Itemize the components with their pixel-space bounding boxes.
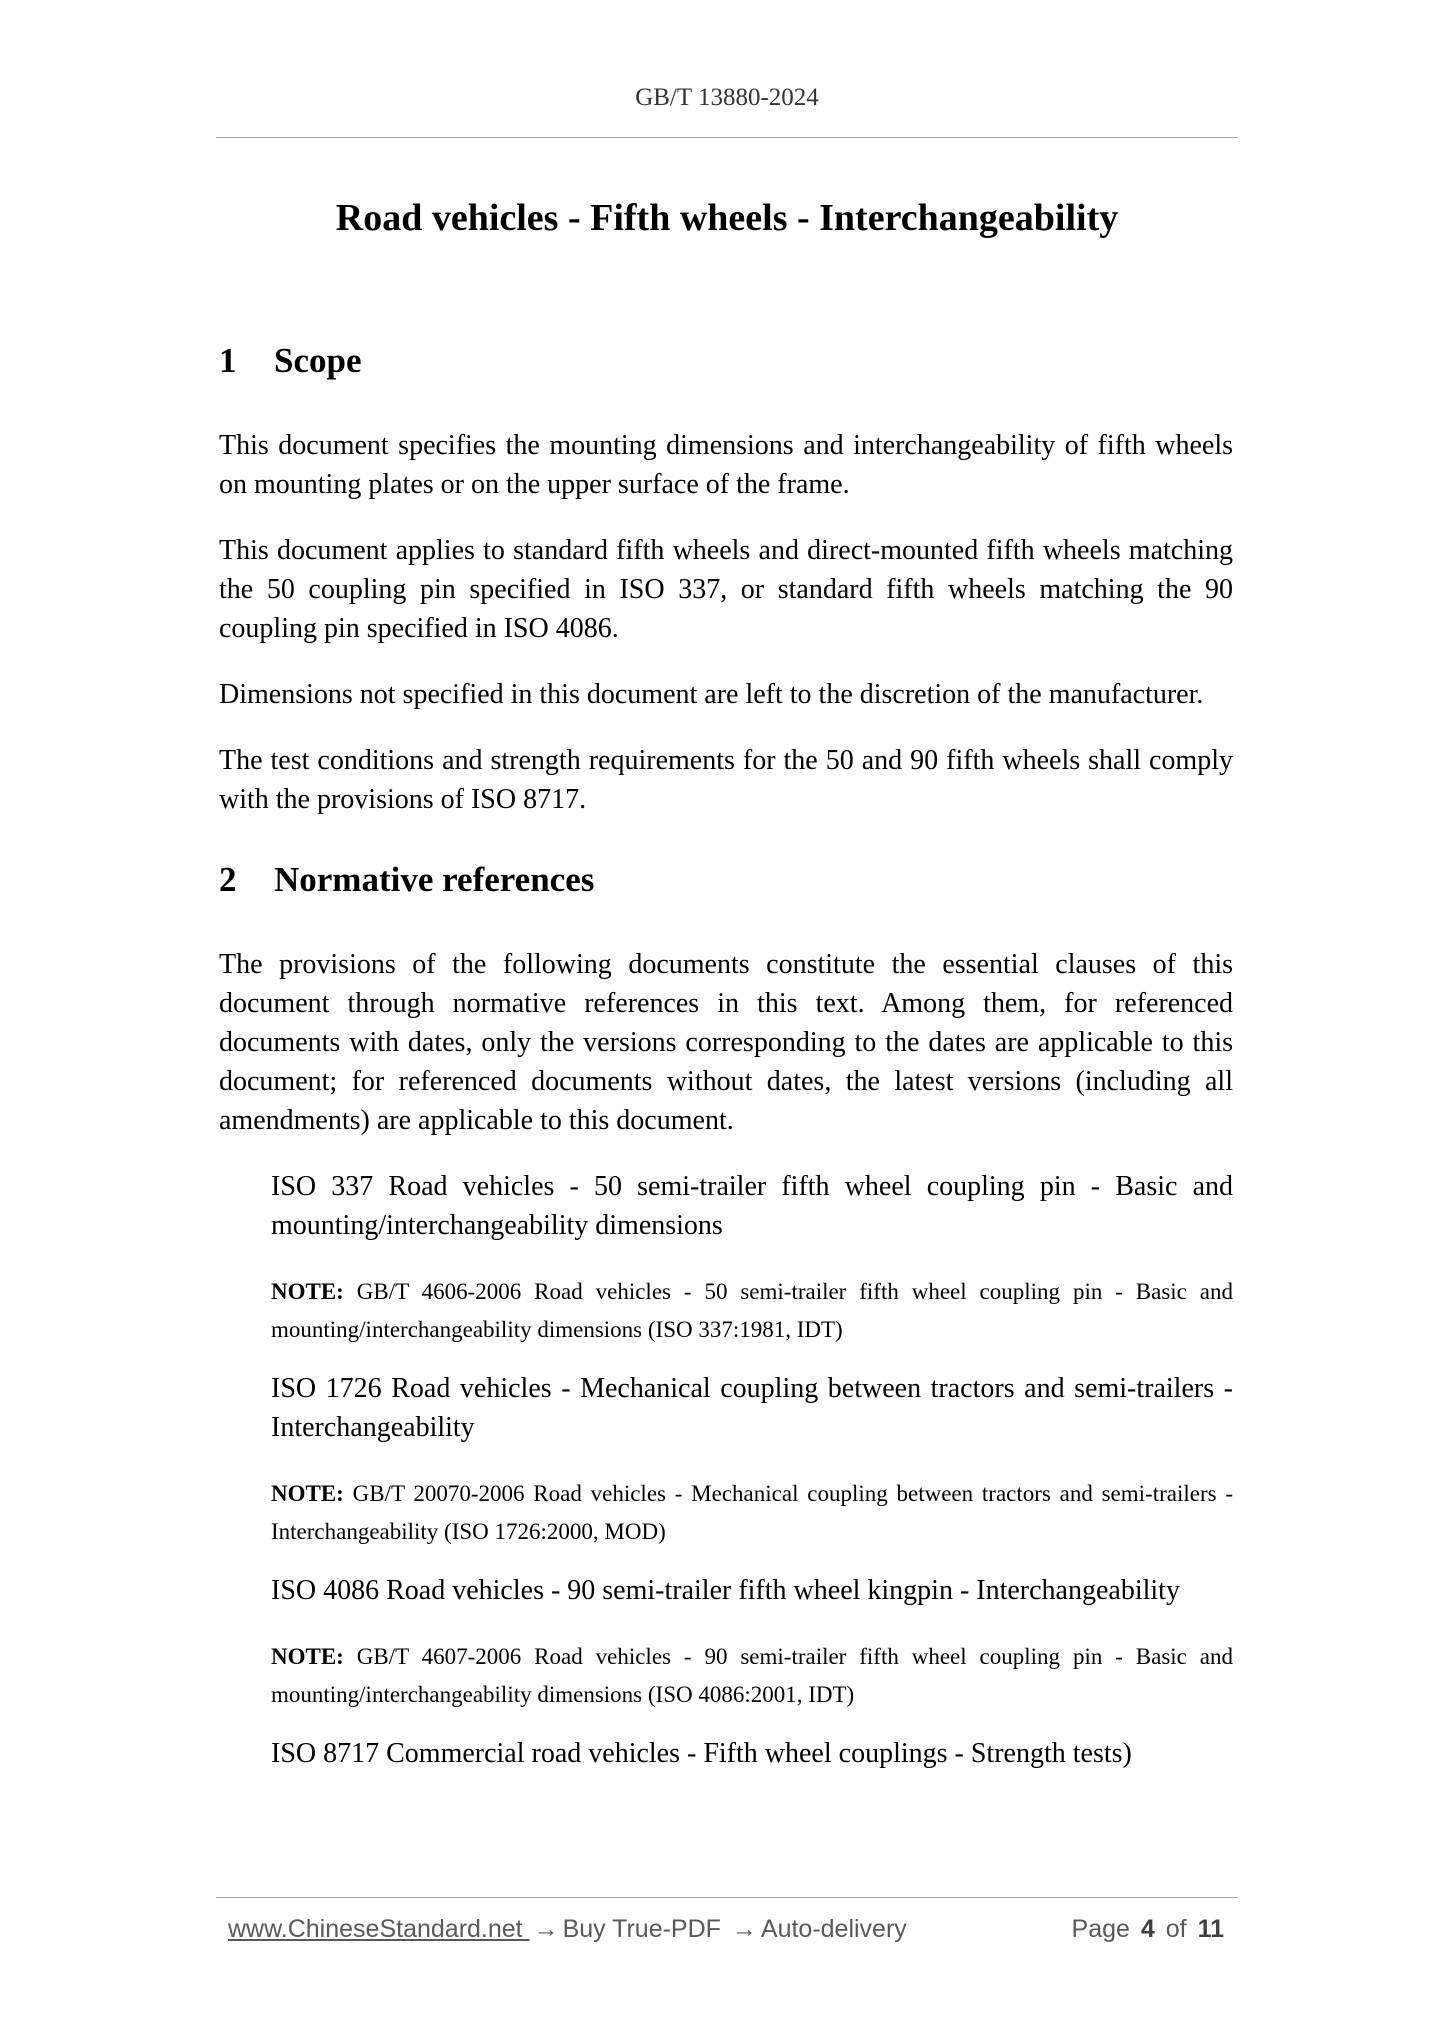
note-label: NOTE: bbox=[271, 1481, 344, 1506]
page-header: GB/T 13880-2024 bbox=[635, 84, 819, 111]
note-text: GB/T 20070-2006 Road vehicles - Mechanical coupling between tractors and semi-trailers - Interchangeability (ISO 1726:2000, MOD) bbox=[271, 1481, 1233, 1544]
page-indicator bbox=[1072, 1915, 1228, 1944]
section-title: Normative references bbox=[274, 860, 595, 899]
reference-note bbox=[271, 1638, 1233, 1714]
page-number: 4 bbox=[1140, 1915, 1155, 1943]
body-paragraph: This document applies to standard fifth wheels and direct-mounted fifth wheels matching the 50 coupling pin specified in ISO 337, or standard fifth wheels matching the 90 coupling pin specified in ISO 4086. bbox=[219, 535, 1233, 644]
reference-note bbox=[271, 1475, 1233, 1551]
page-total: 11 bbox=[1197, 1915, 1224, 1943]
body-paragraph: This document specifies the mounting dimensions and interchangeability of fifth wheels on mounting plates or on the upper surface of the frame. bbox=[219, 430, 1233, 500]
reference-note bbox=[271, 1273, 1233, 1349]
auto-delivery-text: Auto-delivery bbox=[760, 1915, 907, 1943]
section-number: 1 bbox=[219, 341, 237, 380]
note-text: GB/T 4606-2006 Road vehicles - 50 semi-trailer fifth wheel coupling pin - Basic and mounting/interchangeability dimensions (ISO 337:1981, IDT) bbox=[271, 1279, 1233, 1342]
note-text: GB/T 4607-2006 Road vehicles - 90 semi-trailer fifth wheel coupling pin - Basic and mounting/interchangeability dimensions (ISO 4086:2001, IDT) bbox=[271, 1644, 1233, 1707]
section-number: 2 bbox=[219, 860, 237, 899]
section-heading bbox=[219, 340, 1233, 382]
buy-pdf-text: Buy True-PDF bbox=[562, 1915, 721, 1943]
page-label: Page bbox=[1071, 1915, 1130, 1943]
of-label: of bbox=[1165, 1915, 1187, 1943]
footer-divider bbox=[216, 1897, 1238, 1898]
document-body bbox=[219, 340, 1233, 1801]
arrow-right-icon: → bbox=[731, 1915, 757, 1943]
section-heading bbox=[219, 859, 1233, 901]
document-title: Road vehicles - Fifth wheels - Interchangeability bbox=[335, 197, 1119, 239]
section-scope bbox=[219, 340, 1233, 819]
reference-entry: ISO 4086 Road vehicles - 90 semi-trailer fifth wheel kingpin - Interchangeability bbox=[271, 1575, 1180, 1606]
body-paragraph: The provisions of the following documents constitute the essential clauses of this document through normative references in this text. Among them, for referenced documents with dates, only the versions corresponding to the dates are applicable to this document; for referenced documents without dates, the latest versions (including all amendments) are applicable to this document. bbox=[219, 949, 1233, 1136]
site-link[interactable]: www.ChineseStandard.net bbox=[228, 1915, 530, 1943]
reference-entry: ISO 337 Road vehicles - 50 semi-trailer fifth wheel coupling pin - Basic and mounting/interchangeability dimensions bbox=[271, 1171, 1233, 1241]
note-label: NOTE: bbox=[271, 1279, 344, 1304]
page-footer bbox=[228, 1915, 1228, 1944]
body-paragraph: The test conditions and strength requirements for the 50 and 90 fifth wheels shall comply with the provisions of ISO 8717. bbox=[219, 745, 1233, 815]
arrow-right-icon: → bbox=[533, 1915, 559, 1943]
section-normative-references bbox=[219, 859, 1233, 1773]
reference-entry: ISO 1726 Road vehicles - Mechanical coupling between tractors and semi-trailers - Interchangeability bbox=[271, 1373, 1233, 1443]
body-paragraph: Dimensions not specified in this document are left to the discretion of the manufacturer. bbox=[219, 679, 1204, 710]
header-divider bbox=[216, 137, 1238, 138]
reference-entry: ISO 8717 Commercial road vehicles - Fifth wheel couplings - Strength tests) bbox=[271, 1738, 1132, 1769]
note-label: NOTE: bbox=[271, 1644, 344, 1669]
section-title: Scope bbox=[274, 341, 362, 380]
